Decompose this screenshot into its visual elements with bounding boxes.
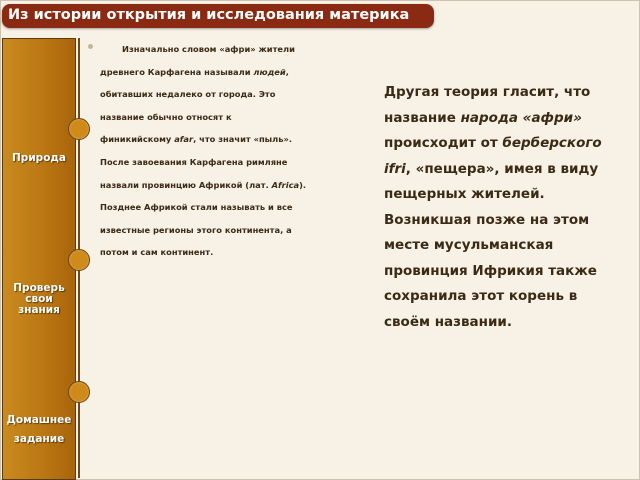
- text-line: пещерных жителей.: [384, 186, 545, 202]
- sidebar-item-label: Проверь: [13, 282, 65, 294]
- text-line: сохранила этот корень в: [384, 288, 578, 304]
- text-line: ifri, «пещера», имея в виду: [384, 160, 599, 177]
- nav-circle-check-knowledge[interactable]: [68, 249, 90, 271]
- text-line: Изначально словом «афри» жители: [122, 44, 295, 54]
- text-line: назвали провинцию Африкой (лат. Africa).: [100, 179, 307, 190]
- text-line: Позднее Африкой стали называть и все: [100, 202, 293, 213]
- text-line: Другая теория гласит, что: [384, 84, 591, 100]
- sidebar: [2, 38, 76, 480]
- text-line: своём названии.: [384, 313, 513, 330]
- right-text-block: [384, 80, 624, 335]
- sidebar-item-check-knowledge[interactable]: [3, 283, 75, 316]
- title-bar: [2, 4, 434, 28]
- text-line: финикийскому afar, что значит «пыль».: [100, 134, 293, 145]
- text-line: название обычно относят к: [100, 111, 232, 122]
- sidebar-item-label: знания: [18, 304, 60, 316]
- sidebar-item-label: Природа: [12, 152, 66, 164]
- text-line: месте мусульманская: [384, 237, 554, 253]
- text-line: название народа «афри»: [384, 109, 582, 126]
- bullet-icon: [88, 44, 93, 49]
- nav-circle-nature[interactable]: [68, 118, 90, 140]
- sidebar-item-nature[interactable]: [3, 153, 75, 164]
- sidebar-item-label: задание: [13, 433, 65, 445]
- text-line: древнего Карфагена называли людей,: [100, 66, 289, 77]
- slide-title: Из истории открытия и исследования материка: [8, 7, 410, 23]
- text-line: известные регионы этого континента, а: [100, 224, 292, 235]
- nav-circle-homework[interactable]: [68, 381, 90, 403]
- text-line: После завоевания Карфагена римляне: [100, 156, 288, 167]
- text-line: происходит от берберского: [384, 135, 602, 151]
- text-line: обитавших недалеко от города. Это: [100, 89, 276, 100]
- sidebar-item-label: Домашнее: [6, 414, 72, 426]
- sidebar-item-label: свои: [25, 293, 53, 305]
- sidebar-item-homework[interactable]: [3, 411, 75, 449]
- left-text-block: [100, 38, 352, 264]
- text-line: потом и сам континент.: [100, 247, 214, 258]
- text-line: провинция Ифрикия также: [384, 262, 597, 279]
- text-line: Возникшая позже на этом: [384, 211, 590, 228]
